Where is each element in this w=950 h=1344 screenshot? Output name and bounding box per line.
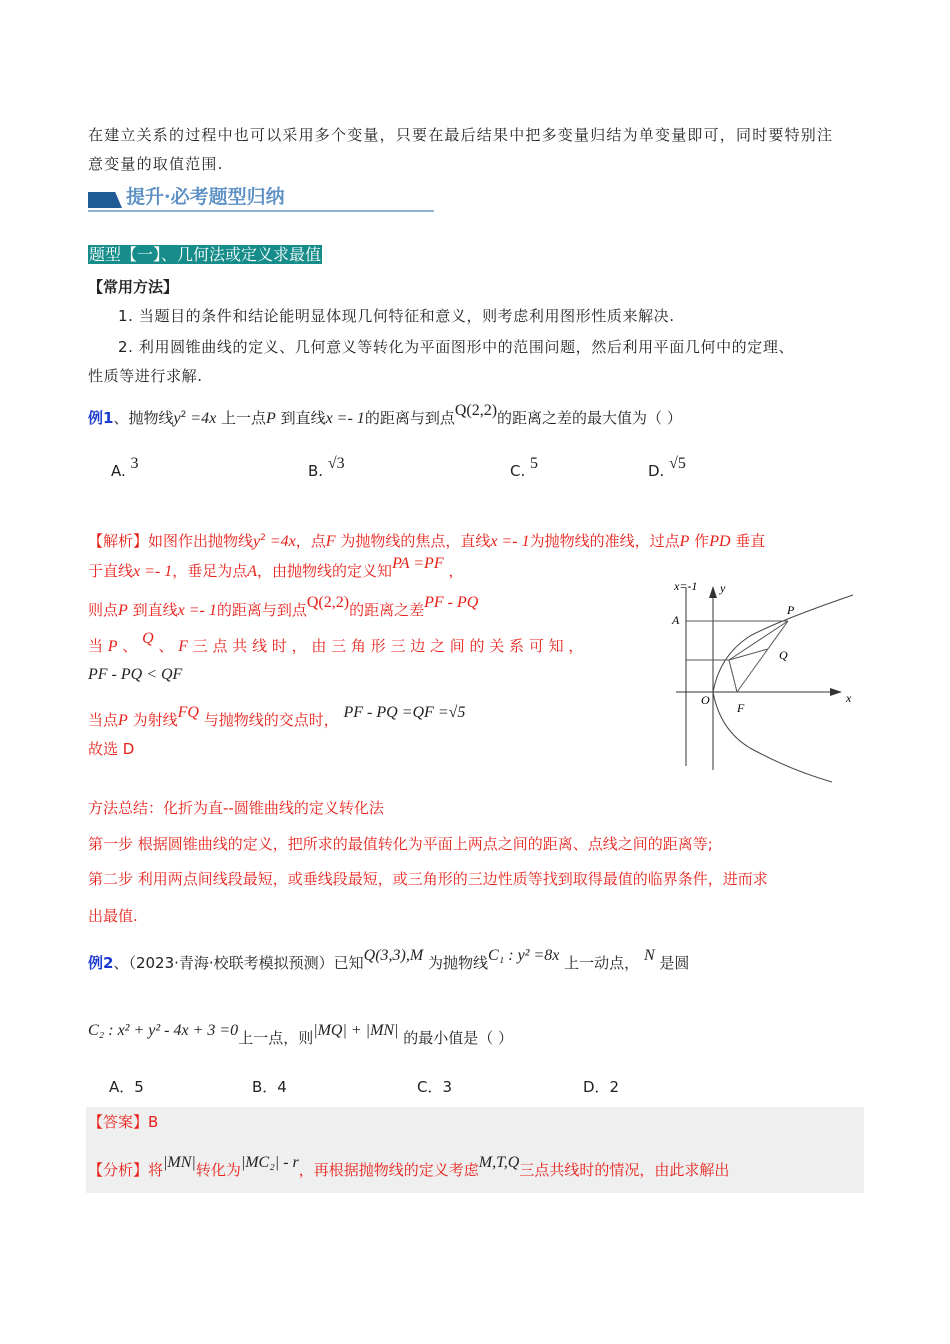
intro-line-1: 在建立关系的过程中也可以采用多个变量，只要在最后结果中把多变量归结为单变量即可，同时要特别注 [88, 126, 834, 144]
method-item-2: 2. 利用圆锥曲线的定义、几何意义等转化为平面图形中的范围问题，然后利用平面几何中的定理、 [118, 338, 795, 356]
math: P [266, 410, 276, 427]
text: 转化为 [195, 1161, 241, 1179]
math: PD [709, 533, 731, 550]
section-banner [88, 182, 434, 212]
label-Q: Q [779, 648, 788, 662]
solution-line-5: PF - PQ < QF [88, 666, 183, 683]
text: ，垂足为点 [172, 562, 248, 580]
method-title: 【常用方法】 [88, 278, 179, 296]
math: N [643, 947, 655, 964]
text: 为抛物线 [427, 954, 488, 972]
label-F: F [737, 701, 745, 715]
text: ，点 [295, 532, 326, 550]
text: 的距离之差的最大值为（ ） [497, 409, 682, 427]
text: 上一点，则 [238, 1029, 314, 1047]
text: 为抛物线的焦点，直线 [340, 532, 491, 550]
option-c[interactable]: C．3 [417, 1078, 453, 1096]
text: ， [448, 562, 464, 580]
text: 的最小值是（ ） [403, 1029, 514, 1047]
solution-line-2 [88, 555, 464, 582]
segment-Q [729, 649, 768, 660]
option-b[interactable] [308, 455, 345, 481]
math: C₁ : y² =8x [488, 947, 560, 964]
text: 、（2023·青海·校联考模拟预测）已知 [113, 954, 364, 972]
option-value: 3 [130, 455, 139, 472]
text: 三点共线时的情况，由此求解出 [519, 1161, 730, 1179]
option-value: √3 [327, 455, 345, 472]
text: 【解析】如图作出抛物线 [88, 532, 254, 550]
type-heading-text: 题型【一】、几何法或定义求最值 [89, 245, 322, 264]
summary-step-2: 第二步 利用两点间线段最短，或垂线段最短，或三角形的三边性质等找到取得最值的临界条件，进而求 [88, 870, 768, 888]
label-y: y [720, 581, 726, 595]
text: 、 [153, 637, 179, 655]
example-label: 例1 [88, 409, 114, 427]
solution-line-1 [88, 528, 765, 552]
option-letter: C. [510, 462, 526, 480]
option-a[interactable]: A．5 [109, 1078, 144, 1096]
text: 【分析】将 [88, 1161, 164, 1179]
option-value: 5 [530, 455, 539, 472]
math: x =- 1 [133, 563, 173, 580]
example-1-question [88, 402, 682, 429]
answer-text: 【答案】B [88, 1113, 159, 1131]
math: P [107, 638, 118, 655]
banner-block [88, 192, 122, 208]
example-label: 例2 [88, 954, 114, 972]
label-A: A [672, 613, 680, 627]
text: 作 [694, 532, 710, 550]
math: =4x [186, 410, 217, 427]
method-item-2-cont: 性质等进行求解. [88, 367, 203, 385]
math: P [118, 712, 128, 729]
math: 2 [260, 533, 266, 543]
text: 为射线 [132, 711, 178, 729]
text: 、 [117, 637, 143, 655]
segment-F [729, 660, 737, 692]
summary-title: 方法总结：化折为直--圆锥曲线的定义转化法 [88, 799, 384, 817]
parabola-curve [713, 595, 853, 782]
math: PA =PF [392, 555, 444, 572]
parabola-figure [660, 570, 870, 790]
label-x: x [846, 691, 852, 705]
math: x =- 1 [325, 410, 365, 427]
math: PF - PQ [424, 594, 479, 611]
method-item-1: 1. 当题目的条件和结论能明显体现几何特征和意义，则考虑利用图形性质来解决. [118, 307, 675, 325]
option-letter: B. [308, 462, 324, 480]
text: 三 点 共 线 时 ， 由 三 角 形 三 边 之 间 的 关 系 可 知 ， [188, 637, 584, 655]
summary-step-2-cont: 出最值. [88, 907, 138, 925]
math: P [118, 602, 128, 619]
text: 当 [88, 637, 108, 655]
math: FQ [177, 704, 199, 721]
text: 则点 [88, 601, 119, 619]
math: |MQ| + |MN| [313, 1022, 399, 1039]
math: Q(3,3),M [363, 947, 424, 964]
text: 的距离之差 [349, 601, 425, 619]
text: 上一动点， [564, 954, 640, 972]
math: F [178, 638, 188, 655]
math: A [247, 563, 258, 580]
math: y [253, 533, 261, 550]
label-P: P [787, 603, 795, 617]
text: 于直线 [88, 562, 134, 580]
math: y [173, 410, 181, 427]
option-c[interactable] [510, 455, 539, 481]
math: Q [142, 630, 154, 647]
text: 到直线 [132, 601, 178, 619]
option-a[interactable] [111, 455, 139, 481]
text: 、抛物线 [113, 409, 174, 427]
option-d[interactable] [648, 455, 686, 481]
solution-line-3 [88, 594, 479, 621]
analysis-text [88, 1154, 730, 1181]
option-b[interactable]: B．4 [252, 1078, 287, 1096]
text: 的距离与到点 [216, 601, 307, 619]
text: 与抛物线的交点时， [203, 711, 339, 729]
text: 到直线 [280, 409, 326, 427]
solution-line-6 [88, 704, 466, 731]
math: x =- 1 [490, 533, 530, 550]
math: P [679, 533, 690, 550]
banner-title: 提升·必考题型归纳 [126, 186, 285, 208]
example-2-line-1 [88, 947, 690, 974]
label-O: O [701, 693, 710, 707]
type-heading [88, 245, 322, 265]
text: 的距离与到点 [364, 409, 455, 427]
option-letter: D. [648, 462, 665, 480]
math: Q(2,2) [454, 402, 498, 419]
example-2-line-2 [88, 1022, 514, 1049]
math: PF - PQ =QF =√5 [343, 704, 466, 721]
y-arrow-icon [709, 586, 717, 598]
solution-line-4 [88, 630, 584, 657]
text: 垂直 [735, 532, 766, 550]
intro-line-2: 意变量的取值范围. [88, 155, 224, 173]
option-value: √5 [669, 455, 686, 472]
math: x =- 1 [177, 602, 217, 619]
text: ，由抛物线的定义知 [257, 562, 393, 580]
option-d[interactable]: D．2 [583, 1078, 620, 1096]
solution-line-7: 故选 D [88, 740, 135, 758]
math: 2 [180, 410, 187, 420]
text: 上一点 [220, 409, 266, 427]
text: 当点 [88, 711, 119, 729]
label-directrix: x=-1 [674, 579, 698, 593]
math: F [325, 533, 336, 550]
text: ，再根据抛物线的定义考虑 [298, 1161, 479, 1179]
math: C₂ : x² + y² - 4x + 3 =0 [88, 1022, 239, 1039]
math: |MN| [163, 1154, 196, 1171]
option-letter: A. [111, 462, 126, 480]
math: |MC₂| - r [240, 1154, 299, 1171]
x-arrow-icon [830, 688, 842, 696]
text: 为抛物线的准线，过点 [529, 532, 680, 550]
summary-step-1: 第一步 根据圆锥曲线的定义，把所求的最值转化为平面上两点之间的距离、点线之间的距离等; [88, 835, 713, 853]
text: 是圆 [659, 954, 690, 972]
math: Q(2,2) [306, 594, 350, 611]
math: M,T,Q [478, 1154, 520, 1171]
math: =4x [265, 533, 296, 550]
